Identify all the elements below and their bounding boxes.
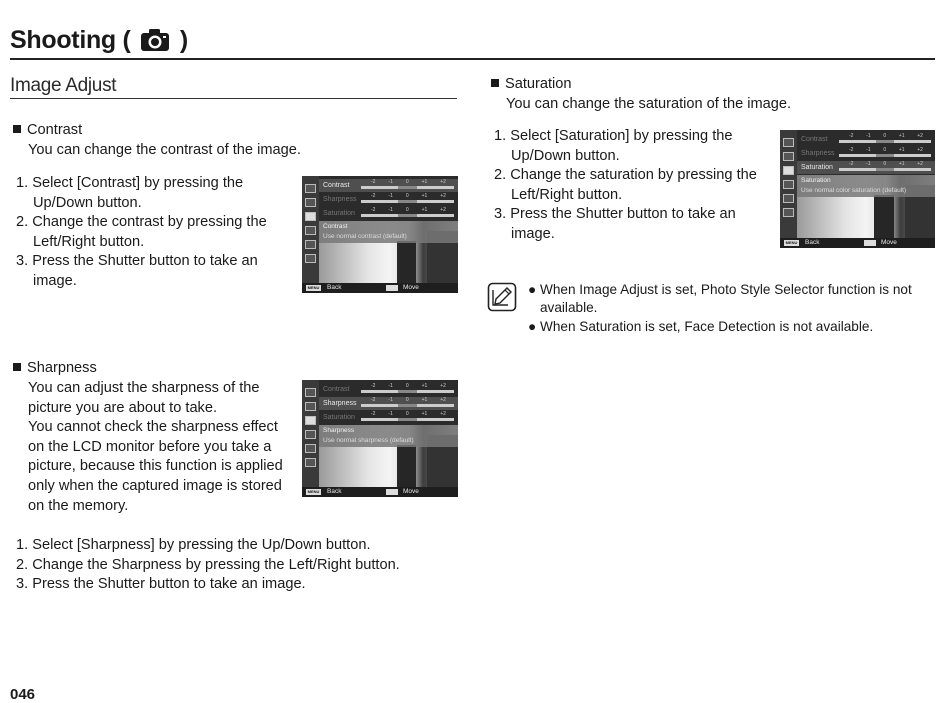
lcd-row-sharpness: Sharpness -2 -1 0 +1 +2	[797, 147, 935, 160]
menu-key-icon: MENU	[307, 489, 320, 494]
sharpness-steps	[16, 536, 400, 595]
camera-mode-icon	[305, 430, 316, 439]
sharpness-description: You can adjust the sharpness of the picture you are about to take. You cannot check the sharpness effect on the LCD monitor before you take a picture, because this function is applied only when the captured image is stored on the memory.	[28, 380, 283, 514]
saturation-steps	[494, 127, 757, 245]
camera-mode-icon	[783, 180, 794, 189]
note-item-1-cont: available.	[540, 300, 598, 316]
page-header-title	[10, 26, 188, 55]
note-list	[528, 281, 912, 336]
display-icon	[305, 240, 316, 249]
section-divider	[10, 98, 457, 99]
saturation-heading-text: Saturation	[505, 76, 572, 92]
saturation-step-2: 2. Change the saturation by pressing the	[494, 167, 757, 184]
contrast-description: You can change the contrast of the image.	[28, 142, 301, 158]
camera-mode-icon	[305, 226, 316, 235]
section-title: Image Adjust	[10, 75, 117, 96]
contrast-steps	[16, 174, 267, 292]
settings-icon	[783, 208, 794, 217]
saturation-step-3: 3. Press the Shutter button to take an	[494, 206, 736, 223]
flash-icon	[305, 402, 316, 411]
display-icon	[305, 444, 316, 453]
contrast-step-2: 2. Change the contrast by pressing the	[16, 214, 267, 231]
saturation-heading	[491, 75, 572, 95]
contrast-heading	[13, 121, 82, 141]
contrast-heading-text: Contrast	[27, 122, 83, 138]
lcd-back-label: Back	[327, 488, 342, 495]
lcd-move-label: Move	[403, 488, 419, 495]
sharpness-lcd-screen	[302, 380, 458, 497]
camera-icon	[140, 28, 170, 52]
header-title-prefix: Shooting (	[10, 26, 131, 54]
flash-icon	[305, 198, 316, 207]
lcd-move-label: Move	[881, 239, 897, 246]
saturation-step-3-cont: image.	[511, 225, 555, 242]
menu-key-icon: MENU	[307, 285, 320, 290]
lcd-icon-strip	[302, 176, 319, 283]
lcd-row-sharpness: Sharpness -2 -1 0 +1 +2	[319, 193, 458, 206]
contrast-step-2-cont: Left/Right button.	[33, 233, 145, 250]
sharpness-step-3: 3. Press the Shutter button to take an image.	[16, 576, 306, 593]
square-bullet-icon	[13, 363, 21, 371]
contrast-step-1: 1. Select [Contrast] by pressing the	[16, 175, 244, 191]
header-title-suffix: )	[179, 26, 188, 54]
lcd-back-label: Back	[327, 284, 342, 291]
image-adjust-icon	[305, 416, 316, 425]
square-bullet-icon	[491, 79, 499, 87]
display-icon	[783, 194, 794, 203]
lcd-info-band: Contrast Use normal contrast (default)	[319, 221, 458, 243]
saturation-step-1-cont: Up/Down button.	[511, 147, 620, 164]
note-pencil-icon	[487, 282, 517, 312]
lcd-row-contrast: Contrast -2 -1 0 +1 +2	[797, 133, 935, 146]
sharpness-heading-text: Sharpness	[27, 360, 97, 376]
sharpness-heading	[13, 359, 97, 379]
dpad-icon	[386, 489, 398, 495]
note-item-2: ● When Saturation is set, Face Detection is not available.	[528, 318, 874, 334]
saturation-step-2-cont: Left/Right button.	[511, 186, 623, 203]
sharpness-step-2: 2. Change the Sharpness by pressing the Left/Right button.	[16, 556, 400, 573]
lcd-bottom-bar	[302, 487, 458, 497]
lcd-row-sharpness: Sharpness -2 -1 0 +1 +2	[319, 397, 458, 410]
dpad-icon	[386, 285, 398, 291]
settings-icon	[305, 458, 316, 467]
saturation-lcd-screen	[780, 130, 935, 248]
flash-icon	[783, 152, 794, 161]
contrast-lcd-screen	[302, 176, 458, 293]
menu-key-icon: MENU	[785, 240, 798, 245]
lcd-info-band: Sharpness Use normal sharpness (default)	[319, 425, 458, 447]
lcd-row-saturation: Saturation -2 -1 0 +1 +2	[797, 161, 935, 174]
square-bullet-icon	[13, 125, 21, 133]
lcd-row-saturation: Saturation -2 -1 0 +1 +2	[319, 207, 458, 220]
image-adjust-icon	[783, 166, 794, 175]
lcd-row-contrast: Contrast -2 -1 0 +1 +2	[319, 179, 458, 192]
lcd-info-band: Saturation Use normal color saturation (default)	[797, 175, 935, 197]
header-divider	[10, 58, 935, 60]
lcd-row-saturation: Saturation -2 -1 0 +1 +2	[319, 411, 458, 424]
lcd-back-label: Back	[805, 239, 820, 246]
contrast-scale: -2 -1 0 +1 +2	[361, 180, 454, 191]
image-adjust-icon	[305, 212, 316, 221]
contrast-step-3-cont: image.	[33, 272, 77, 289]
mode-icon	[305, 184, 316, 193]
contrast-step-3: 3. Press the Shutter button to take an	[16, 253, 258, 270]
mode-icon	[305, 388, 316, 397]
saturation-step-1: 1. Select [Saturation] by pressing the	[494, 128, 733, 144]
note-item-1: ● When Image Adjust is set, Photo Style Selector function is not	[528, 282, 912, 297]
settings-icon	[305, 254, 316, 263]
lcd-bottom-bar	[780, 238, 935, 248]
sharpness-step-1: 1. Select [Sharpness] by pressing the Up/Down button.	[16, 537, 371, 553]
lcd-bottom-bar	[302, 283, 458, 293]
lcd-row-contrast: Contrast -2 -1 0 +1 +2	[319, 383, 458, 396]
page-number: 046	[10, 686, 36, 703]
contrast-step-1-cont: Up/Down button.	[33, 194, 142, 211]
mode-icon	[783, 138, 794, 147]
saturation-description: You can change the saturation of the image.	[506, 96, 792, 112]
lcd-move-label: Move	[403, 284, 419, 291]
dpad-icon	[864, 240, 876, 246]
